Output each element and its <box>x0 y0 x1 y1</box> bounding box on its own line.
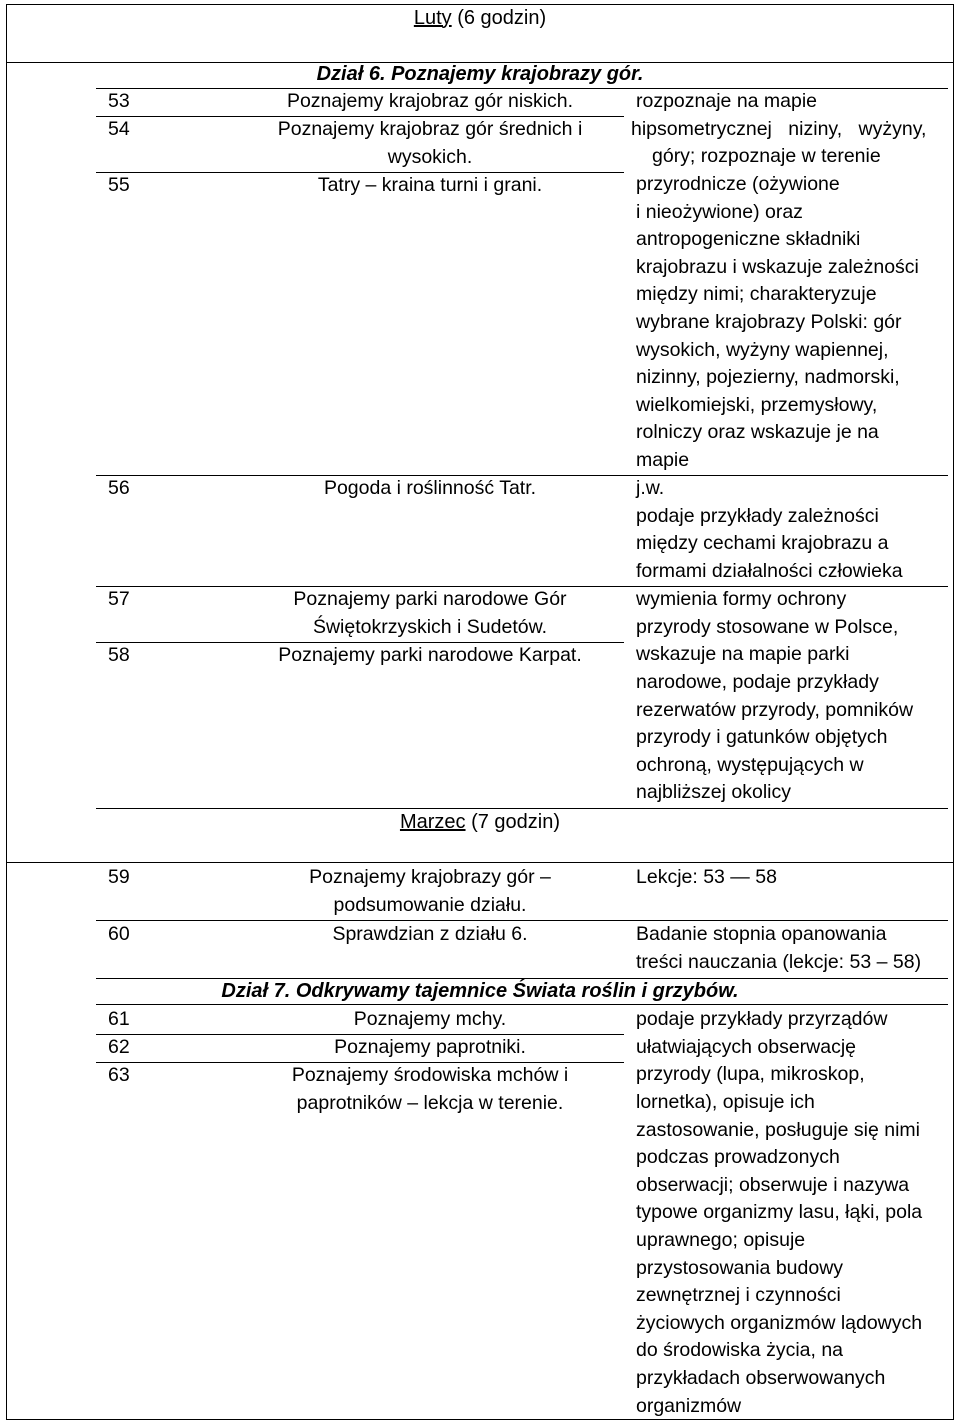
requirement-line: mapie <box>636 448 690 471</box>
table-border-left <box>6 4 7 1419</box>
lesson-topic-line: Poznajemy krajobrazy gór – <box>309 866 551 889</box>
lesson-topic-line: Poznajemy paprotniki. <box>334 1036 526 1059</box>
requirements-cell <box>636 864 948 892</box>
requirement-line: zewnętrznej i czynności <box>636 1284 841 1307</box>
requirement-line: krajobrazu i wskazuje zależności <box>636 255 919 278</box>
requirement-line: rezerwatów przyrody, pomników <box>636 698 914 721</box>
lesson-topic <box>236 921 624 949</box>
lesson-topic <box>236 475 624 503</box>
requirement-line: ochroną, występujących w <box>636 753 864 776</box>
month-header-luty <box>0 5 960 32</box>
requirement-line: przyrody (lupa, mikroskop, <box>636 1063 865 1086</box>
lesson-topic-line: podsumowanie działu. <box>333 893 527 916</box>
requirements-cell <box>631 88 948 474</box>
requirement-line: wymienia formy ochrony <box>636 588 847 611</box>
lesson-topic-line: wysokich. <box>387 145 473 168</box>
month-header-marzec <box>0 809 960 836</box>
requirement-line: podaje przykłady zależności <box>636 504 879 527</box>
requirement-line: rolniczy oraz wskazuje je na <box>636 421 879 444</box>
requirements-cell <box>636 586 948 807</box>
requirement-line: między cechami krajobrazu a <box>636 532 889 555</box>
requirement-line: podczas prowadzonych <box>636 1146 840 1169</box>
requirement-line: uprawnego; opisuje <box>636 1228 806 1251</box>
requirement-line: przystosowania budowy <box>636 1256 844 1279</box>
requirement-line: formami działalności człowieka <box>636 559 903 582</box>
lesson-number: 56 <box>108 477 130 500</box>
lesson-topic-line: Poznajemy mchy. <box>353 1008 507 1031</box>
lesson-topic <box>236 116 624 171</box>
requirement-line: i nieożywione) oraz <box>636 200 803 223</box>
requirement-line: przyrody stosowane w Polsce, <box>636 615 899 638</box>
lesson-topic-line: paprotników – lekcja w terenie. <box>296 1091 564 1114</box>
lesson-number: 63 <box>108 1064 130 1087</box>
lesson-number: 57 <box>108 588 130 611</box>
requirement-line: typowe organizmy lasu, łąki, pola <box>636 1201 923 1224</box>
requirement-line: organizmów <box>636 1394 742 1417</box>
requirement-line: przyrodnicze (ożywione <box>636 172 840 195</box>
lesson-topic-line: Poznajemy parki narodowe Karpat. <box>278 644 582 667</box>
requirement-line: przyrody i gatunków objętych <box>636 726 888 749</box>
lesson-topic <box>236 88 624 116</box>
requirements-cell <box>636 475 948 585</box>
lesson-number: 58 <box>108 644 130 667</box>
requirement-line: najbliższej okolicy <box>636 781 791 804</box>
month-hours: (7 godzin) <box>471 810 561 833</box>
lesson-topic-line: Sprawdzian z działu 6. <box>332 923 528 946</box>
unit-title-6: Dział 6. Poznajemy krajobrazy gór. <box>316 62 644 85</box>
requirement-line: podaje przykłady przyrządów <box>636 1008 888 1031</box>
requirement-line: hipsometrycznej niziny, wyżyny, <box>631 117 927 140</box>
lesson-number: 60 <box>108 923 130 946</box>
lesson-topic <box>236 642 624 670</box>
lesson-topic <box>236 586 624 641</box>
lesson-topic <box>236 1062 624 1117</box>
lesson-topic-line: Poznajemy krajobraz gór średnich i <box>277 118 583 141</box>
requirement-line: Lekcje: 53 — 58 <box>636 866 777 889</box>
table-border-right <box>953 4 954 1419</box>
requirement-line: wskazuje na mapie parki <box>636 643 850 666</box>
lesson-topic-line: Poznajemy krajobraz gór niskich. <box>286 90 574 113</box>
lesson-number: 53 <box>108 90 130 113</box>
requirement-line: j.w. <box>636 477 665 500</box>
lesson-topic <box>236 1006 624 1034</box>
lesson-topic <box>236 1034 624 1062</box>
lesson-topic-line: Poznajemy środowiska mchów i <box>291 1064 569 1087</box>
unit-title-7: Dział 7. Odkrywamy tajemnice Świata roślin i grzybów. <box>221 979 739 1002</box>
lesson-topic <box>236 172 624 200</box>
lesson-topic-line: Poznajemy parki narodowe Gór <box>293 588 567 611</box>
requirement-line: między nimi; charakteryzuje <box>636 283 877 306</box>
requirement-line: lornetka), opisuje ich <box>636 1090 815 1113</box>
requirement-line: rozpoznaje na mapie <box>636 90 818 113</box>
lesson-number: 54 <box>108 118 130 141</box>
lesson-number: 61 <box>108 1008 130 1031</box>
lesson-topic-line: Świętokrzyskich i Sudetów. <box>312 615 548 638</box>
requirement-line: wielkomiejski, przemysłowy, <box>636 393 878 416</box>
lesson-topic <box>236 864 624 919</box>
requirement-line: nizinny, pojezierny, nadmorski, <box>636 366 900 389</box>
month-hours: (6 godzin) <box>457 6 547 29</box>
requirement-line: treści nauczania (lekcje: 53 – 58) <box>636 950 922 973</box>
requirement-line: do środowiska życia, na <box>636 1339 844 1362</box>
requirement-line: antropogeniczne składniki <box>636 228 861 251</box>
requirement-line: zastosowanie, posługuje się nimi <box>636 1118 920 1141</box>
requirement-line: góry; rozpoznaje w terenie <box>652 145 881 168</box>
lesson-number: 59 <box>108 866 130 889</box>
lesson-topic-line: Tatry – kraina turni i grani. <box>317 174 543 197</box>
requirement-line: Badanie stopnia opanowania <box>636 923 887 946</box>
requirement-line: ułatwiających obserwację <box>636 1035 857 1058</box>
month-name: Marzec <box>399 810 466 833</box>
requirement-line: życiowych organizmów lądowych <box>636 1311 923 1334</box>
lesson-topic-line: Pogoda i roślinność Tatr. <box>323 477 537 500</box>
requirement-line: obserwacji; obserwuje i nazywa <box>636 1173 910 1196</box>
requirement-line: wysokich, wyżyny wapiennej, <box>636 338 889 361</box>
lesson-number: 62 <box>108 1036 130 1059</box>
requirements-cell <box>636 1006 948 1420</box>
month-name: Luty <box>413 6 452 29</box>
requirement-line: przykładach obserwowanych <box>636 1366 886 1389</box>
requirements-cell <box>636 921 948 976</box>
row-divider <box>6 862 954 863</box>
requirement-line: wybrane krajobrazy Polski: gór <box>636 310 902 333</box>
requirement-line: narodowe, podaje przykłady <box>636 670 879 693</box>
lesson-number: 55 <box>108 174 130 197</box>
